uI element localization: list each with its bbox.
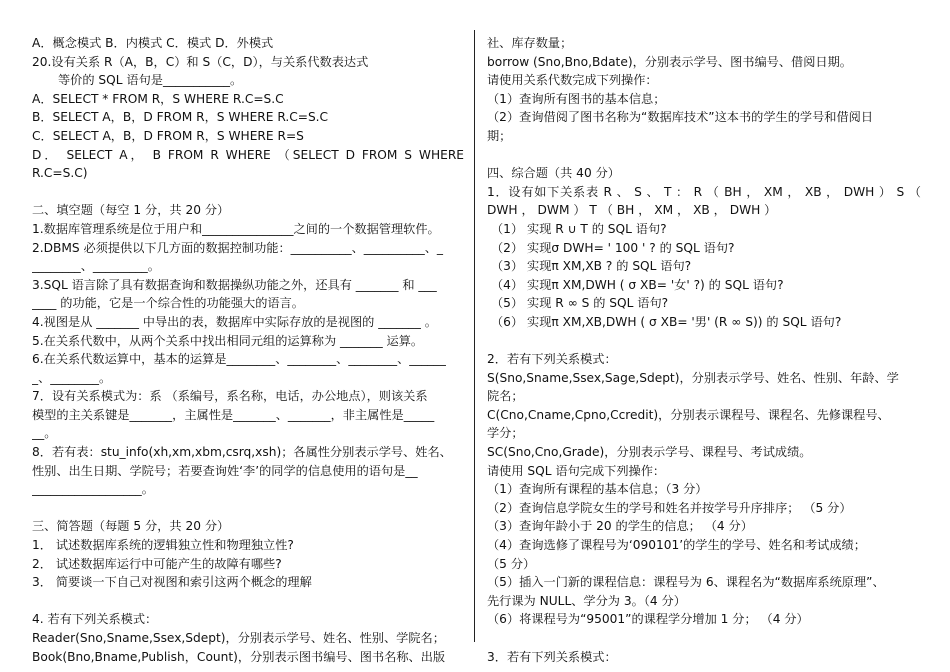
text-line: Book(Bno,Bname,Publish，Count)，分别表示图书编号、图书名称、出版 bbox=[32, 649, 446, 664]
blank-line bbox=[487, 146, 921, 165]
text-line: 2．若有下列关系模式： bbox=[487, 352, 617, 367]
text-line: 二、填空题（每空 1 分，共 20 分） bbox=[32, 203, 230, 218]
blank-line bbox=[32, 592, 464, 611]
text-line: B．SELECT A，B，D FROM R，S WHERE R.C=S.C bbox=[32, 110, 329, 125]
text-line: 四、综合题（共 40 分） bbox=[487, 166, 620, 181]
text-line: 学分； bbox=[487, 426, 524, 441]
text-line: __。 bbox=[32, 426, 57, 441]
text-line: __________________。 bbox=[32, 482, 154, 497]
text-line: （2）查询借阅了图书名称为“数据库技术”这本书的学生的学号和借阅日 bbox=[487, 110, 874, 125]
right-column bbox=[487, 34, 921, 666]
left-column bbox=[32, 34, 464, 666]
blank-line bbox=[487, 332, 921, 351]
text-line: 5.在关系代数中，从两个关系中找出相同元组的运算称为 _______ 运算。 bbox=[32, 333, 424, 348]
text-line: C(Cno,Cname,Cpno,Ccredit)，分别表示课程号、课程名、先修课程号、 bbox=[487, 407, 890, 422]
text-line: 性别、出生日期、学院号；若要查询姓‘李’的同学的信息使用的语句是__ bbox=[32, 463, 418, 478]
text-line: 6.在关系代数运算中，基本的运算是________、________、________、______ bbox=[32, 352, 446, 367]
text-line: ____ 的功能，它是一个综合性的功能强大的语言。 bbox=[32, 296, 304, 311]
text-line: 1.数据库管理系统是位于用户和_______________之间的一个数据管理软件。 bbox=[32, 221, 440, 236]
blank-line bbox=[487, 629, 921, 648]
text-line: 7．设有关系模式为：系 （系编号，系名称，电话，办公地点），则该关系 bbox=[32, 389, 428, 404]
text-line: 三、简答题（每题 5 分，共 20 分） bbox=[32, 519, 230, 534]
text-line: 4. 若有下列关系模式： bbox=[32, 612, 158, 627]
text-line: （3）查询年龄小于 20 的学生的信息； （4 分） bbox=[487, 519, 753, 534]
text-line: （5） 实现 R ∞ S 的 SQL 语句? bbox=[491, 296, 669, 311]
column-divider bbox=[474, 30, 475, 642]
text-line: D． SELECT A， B FROM R WHERE （SELECT D FROM S WHERE bbox=[32, 147, 464, 162]
text-line: （6） 实现π XM,XB,DWH ( σ XB= '男' (R ∞ S)) 的 SQL 语句? bbox=[491, 314, 842, 329]
text-line: DWH ， DWM ） T （ BH ， XM ， XB ， DWH ） bbox=[487, 203, 777, 218]
text-line: （4）查询选修了课程号为‘090101’的学生的学号、姓名和考试成绩； bbox=[487, 538, 866, 553]
text-line: R.C=S.C) bbox=[32, 166, 88, 181]
text-line: （3） 实现π XM,XB ? 的 SQL 语句? bbox=[491, 259, 692, 274]
blank-line bbox=[32, 499, 464, 518]
text-line: A．概念模式 B．内模式 C．模式 D．外模式 bbox=[32, 36, 274, 50]
text-line: 3．若有下列关系模式： bbox=[487, 649, 617, 664]
text-line: _、________。 bbox=[32, 370, 112, 385]
text-line: A．SELECT * FROM R，S WHERE R.C=S.C bbox=[32, 91, 284, 106]
text-line: 1．设有如下关系表 R 、 S 、 T ： R （ BH ， XM ， XB ， DWH ） S （ bbox=[487, 184, 921, 199]
text-line: C．SELECT A，B，D FROM R，S WHERE R=S bbox=[32, 128, 304, 143]
text-line: 先行课为 NULL、学分为 3。（4 分） bbox=[487, 593, 686, 608]
text-line: （1） 实现 R ∪ T 的 SQL 语句? bbox=[491, 221, 667, 236]
text-line: 请使用关系代数完成下列操作： bbox=[487, 73, 658, 88]
text-line: 20.设有关系 R（A，B，C）和 S（C，D），与关系代数表达式 bbox=[32, 54, 369, 69]
text-line: （2）查询信息学院女生的学号和姓名并按学号升序排序； （5 分） bbox=[487, 500, 852, 515]
text-line: （1）查询所有图书的基本信息； bbox=[487, 91, 666, 106]
text-line: （5 分） bbox=[487, 556, 536, 571]
text-line: SC(Sno,Cno,Grade)，分别表示学号、课程号、考试成绩。 bbox=[487, 445, 812, 460]
text-line: （2） 实现σ DWH= ' 100 ' ? 的 SQL 语句? bbox=[491, 240, 735, 255]
text-line: 3． 简要谈一下自己对视图和索引这两个概念的理解 bbox=[32, 575, 312, 590]
text-line: 4.视图是从 _______ 中导出的表，数据库中实际存放的是视图的 _______ 。 bbox=[32, 314, 437, 329]
text-line: （1）查询所有课程的基本信息；（3 分） bbox=[487, 482, 708, 497]
text-line: 2.DBMS 必须提供以下几方面的数据控制功能：__________、__________、_ bbox=[32, 240, 444, 255]
text-line: 2． 试述数据库运行中可能产生的故障有哪些? bbox=[32, 556, 282, 571]
text-line: Reader(Sno,Sname,Ssex,Sdept)，分别表示学号、姓名、性别、学院名； bbox=[32, 631, 445, 645]
text-line: 期； bbox=[487, 128, 512, 143]
text-line: 8．若有表：stu_info(xh,xm,xbm,csrq,xsh)；各属性分别表示学号、姓名、 bbox=[32, 445, 452, 460]
text-line: 院名； bbox=[487, 389, 524, 404]
text-line: （6）将课程号为“95001”的课程学分增加 1 分； （4 分） bbox=[487, 612, 809, 627]
text-line: 等价的 SQL 语句是___________。 bbox=[58, 73, 243, 88]
text-line: 3.SQL 语言除了具有数据查询和数据操纵功能之外，还具有 _______ 和 ___ bbox=[32, 277, 437, 292]
text-line: S(Sno,Sname,Ssex,Sage,Sdept)，分别表示学号、姓名、性别、年龄、学 bbox=[487, 370, 899, 385]
text-line: borrow (Sno,Bno,Bdate)，分别表示学号、图书编号、借阅日期。 bbox=[487, 54, 852, 69]
text-line: （5）插入一门新的课程信息：课程号为 6、课程名为“数据库系统原理”、 bbox=[487, 575, 885, 590]
text-line: 模型的主关系键是_______，主属性是_______、_______，非主属性是_____ bbox=[32, 407, 435, 422]
text-line: 请使用 SQL 语句完成下列操作： bbox=[487, 463, 666, 478]
text-line: （4） 实现π XM,DWH ( σ XB= '女' ?) 的 SQL 语句? bbox=[491, 277, 784, 292]
text-line: 社、库存数量； bbox=[487, 36, 573, 50]
text-line: 1． 试述数据库系统的逻辑独立性和物理独立性? bbox=[32, 538, 294, 553]
text-line: ________、_________。 bbox=[32, 259, 160, 274]
blank-line bbox=[32, 183, 464, 202]
